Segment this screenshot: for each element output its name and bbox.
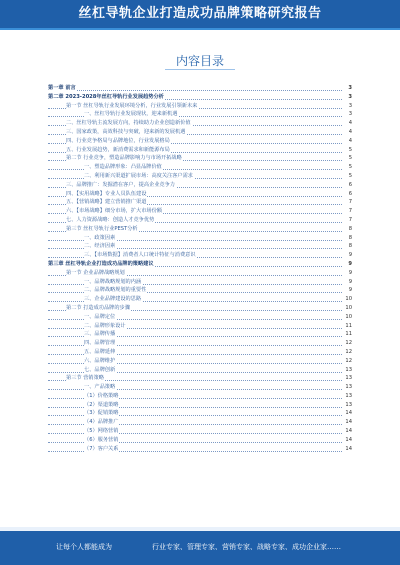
footer-tagline: 让每个人都能成为 [56, 543, 112, 551]
toc-entry-text: 三、国家政策，高效科技与突破，迎来新的发展机遇 [66, 128, 186, 135]
toc-entry[interactable] [48, 181, 352, 190]
toc-entry-text: （1）价格策略 [84, 392, 119, 399]
toc-entry-text: 三、企业品牌建设的思路 [84, 296, 142, 303]
toc-page-number: 7 [348, 199, 352, 206]
toc-entry-text: 七、品牌创新 [84, 366, 116, 373]
toc-entry-text: 第三章 丝杠导轨企业打造成功品牌的策略建议 [48, 260, 154, 267]
toc-entry-text: 三、品牌推广：发掘潜在客户，提高企业竞争力 [66, 181, 175, 188]
toc-entry[interactable] [48, 374, 352, 383]
toc-entry-text: 第三节 营销策略 [66, 375, 104, 382]
toc-page-number: 14 [345, 436, 352, 443]
toc-entry[interactable] [48, 339, 352, 348]
header-divider [0, 28, 400, 30]
toc-entry[interactable] [48, 330, 352, 339]
toc-page-number: 6 [348, 190, 352, 197]
toc-entry[interactable] [48, 119, 352, 128]
toc-entry[interactable] [48, 93, 352, 102]
toc-entry-text: 一、品牌定位 [84, 313, 116, 320]
report-header [0, 0, 400, 28]
footer-slogan: 行业专家、管理专家、营销专家、战略专家、成功企业家…… [152, 543, 341, 551]
toc-page-number: 8 [348, 234, 352, 241]
toc-page-number: 13 [345, 392, 352, 399]
toc-entry-text: 六、品牌维护 [84, 357, 116, 364]
toc-page-number: 8 [348, 225, 352, 232]
toc-page-number: 4 [348, 128, 352, 135]
toc-entry[interactable] [48, 242, 352, 251]
toc-page-number: 11 [345, 331, 352, 338]
toc-page-number: 4 [348, 137, 352, 144]
toc-entry[interactable] [48, 225, 352, 234]
toc-entry[interactable] [48, 286, 352, 295]
toc-page-number: 8 [348, 243, 352, 250]
toc-entry[interactable] [48, 102, 352, 111]
toc-page-number: 7 [348, 216, 352, 223]
toc-entry-text: （4）品牌推广 [84, 419, 119, 426]
toc-entry-text: 第二节 打造成功品牌的步骤 [66, 304, 130, 311]
toc-page-number: 13 [345, 375, 352, 382]
toc-page-number: 12 [345, 348, 352, 355]
toc-entry-text: （6）服务营销 [84, 436, 119, 443]
toc-entry-text: 第二章 2023-2028年丝杠导轨行业发展趋势分析 [48, 93, 164, 100]
toc-page-number: 6 [348, 181, 352, 188]
toc-page-number: 9 [348, 278, 352, 285]
toc-entry-text: 二、丝杠导轨主流发展方向，持续助力企业创造新价值 [66, 120, 191, 127]
toc-entry[interactable] [48, 251, 352, 260]
toc-page-number: 13 [345, 401, 352, 408]
toc-entry[interactable] [48, 445, 352, 454]
toc-page-number: 5 [348, 146, 352, 153]
report-title: 丝杠导轨企业打造成功品牌策略研究报告 [78, 6, 322, 21]
toc-heading-underline [165, 69, 235, 70]
toc-entry-text: 七、人力资源战略：创造人才竞争优势 [66, 216, 155, 223]
page-footer [0, 531, 400, 565]
toc-entry-text: 一、政策因素 [84, 234, 116, 241]
toc-entry[interactable] [48, 172, 352, 181]
toc-page-number: 10 [345, 304, 352, 311]
toc-page-number: 3 [348, 93, 352, 100]
toc-leader-dots [48, 90, 342, 91]
toc-page-number: 5 [348, 155, 352, 162]
toc-entry-text: （7）客户关系 [84, 445, 119, 452]
toc-page-number: 3 [348, 102, 352, 109]
toc-page-number: 14 [345, 445, 352, 452]
toc-entry-text: 六、【市场战略】细分市场，扩大市场份额 [66, 208, 162, 215]
toc-page-number: 12 [345, 357, 352, 364]
toc-entry[interactable] [48, 427, 352, 436]
toc-entry[interactable] [48, 295, 352, 304]
toc-entry[interactable] [48, 269, 352, 278]
toc-entry-text: 三、品牌传播 [84, 331, 116, 338]
toc-entry-text: 二、品牌形象设计 [84, 322, 126, 329]
toc-entry-text: 一、产品策略 [84, 384, 116, 391]
toc-entry-text: 第一章 前言 [48, 85, 76, 91]
toc-page-number: 14 [345, 428, 352, 435]
toc-page-number: 13 [345, 384, 352, 391]
toc-heading: 内容目录 [175, 54, 224, 68]
toc-page-number: 9 [348, 287, 352, 294]
toc-page-number: 11 [345, 322, 352, 329]
toc-entry[interactable] [48, 348, 352, 357]
toc-page-number: 12 [345, 340, 352, 347]
toc-entry-text: 一、塑造品牌形象：凸显品牌价值 [84, 164, 162, 171]
toc-entry-text: 三、【市场数据】消费者人口统计特征与消费意识 [84, 252, 196, 259]
toc-entry-text: 五、行业发展趋势，新消费需求和新能源布局 [66, 146, 170, 153]
toc-entry-text: 五、品牌延伸 [84, 348, 116, 355]
toc-entry[interactable] [48, 418, 352, 427]
toc-entry-text: 四、品牌管理 [84, 340, 116, 347]
toc-entry-text: 第一节 丝杠导轨行业发展环境分析，行业发展引领新未来 [66, 102, 198, 109]
toc-entry[interactable] [48, 216, 352, 225]
toc-entry-text: （5）网络营销 [84, 428, 119, 435]
toc-page-number: 10 [345, 313, 352, 320]
toc-entry[interactable] [48, 154, 352, 163]
toc-page-number: 7 [348, 208, 352, 215]
toc-entry[interactable] [48, 146, 352, 155]
table-of-contents [48, 84, 352, 453]
toc-entry[interactable] [48, 163, 352, 172]
toc-page-number: 3 [348, 85, 352, 91]
toc-entry[interactable] [48, 207, 352, 216]
toc-entry-text: 四、【实用战略】专业人员队伍建设 [66, 190, 147, 197]
toc-entry-text: 第二节 行业竞争，塑造品牌影响力与市场开拓战略 [66, 155, 182, 162]
toc-entry-text: 第三节 丝杠导轨行业PEST分析 [66, 225, 138, 232]
toc-entry-text: 二、利用新兴渠道扩展市场：高度关注客户需求 [84, 172, 193, 179]
toc-entry[interactable] [48, 260, 352, 269]
toc-entry[interactable] [48, 198, 352, 207]
toc-page-number: 4 [348, 120, 352, 127]
toc-entry[interactable] [48, 322, 352, 331]
toc-page-number: 5 [348, 172, 352, 179]
toc-entry-text: （2）渠道策略 [84, 401, 119, 408]
toc-entry-text: 二、经济因素 [84, 243, 116, 250]
toc-entry[interactable] [48, 84, 352, 93]
toc-entry[interactable] [48, 110, 352, 119]
toc-entry[interactable] [48, 304, 352, 313]
toc-entry-text: 一、丝杠导轨行业发展现状，迎来新机遇 [84, 111, 178, 118]
toc-page-number: 14 [345, 419, 352, 426]
toc-entry[interactable] [48, 392, 352, 401]
toc-entry-text: 二、品牌战略规划的重要性 [84, 287, 147, 294]
toc-page-number: 13 [345, 366, 352, 373]
toc-entry-text: 四、行业竞争格局与品牌地位，行业发展格局 [66, 137, 170, 144]
toc-page-number: 9 [348, 260, 352, 267]
toc-entry[interactable] [48, 137, 352, 146]
toc-entry[interactable] [48, 401, 352, 410]
toc-entry[interactable] [48, 313, 352, 322]
toc-entry[interactable] [48, 128, 352, 137]
toc-entry[interactable] [48, 190, 352, 199]
toc-entry[interactable] [48, 409, 352, 418]
toc-page-number: 3 [348, 111, 352, 118]
toc-entry[interactable] [48, 234, 352, 243]
toc-entry[interactable] [48, 278, 352, 287]
toc-page-number: 10 [345, 296, 352, 303]
toc-entry-text: 五、【营销战略】建立营销推广渠道 [66, 199, 147, 206]
toc-page-number: 9 [348, 252, 352, 259]
toc-entry[interactable] [48, 436, 352, 445]
toc-entry-text: 第一节 企业品牌战略规划 [66, 269, 125, 276]
toc-entry[interactable] [48, 366, 352, 375]
toc-entry[interactable] [48, 357, 352, 366]
toc-entry[interactable] [48, 383, 352, 392]
toc-entry-text: （3）促销策略 [84, 410, 119, 417]
toc-page-number: 14 [345, 410, 352, 417]
toc-entry-text: 一、品牌战略规划的内涵 [84, 278, 142, 285]
toc-page-number: 9 [348, 269, 352, 276]
toc-page-number: 5 [348, 164, 352, 171]
